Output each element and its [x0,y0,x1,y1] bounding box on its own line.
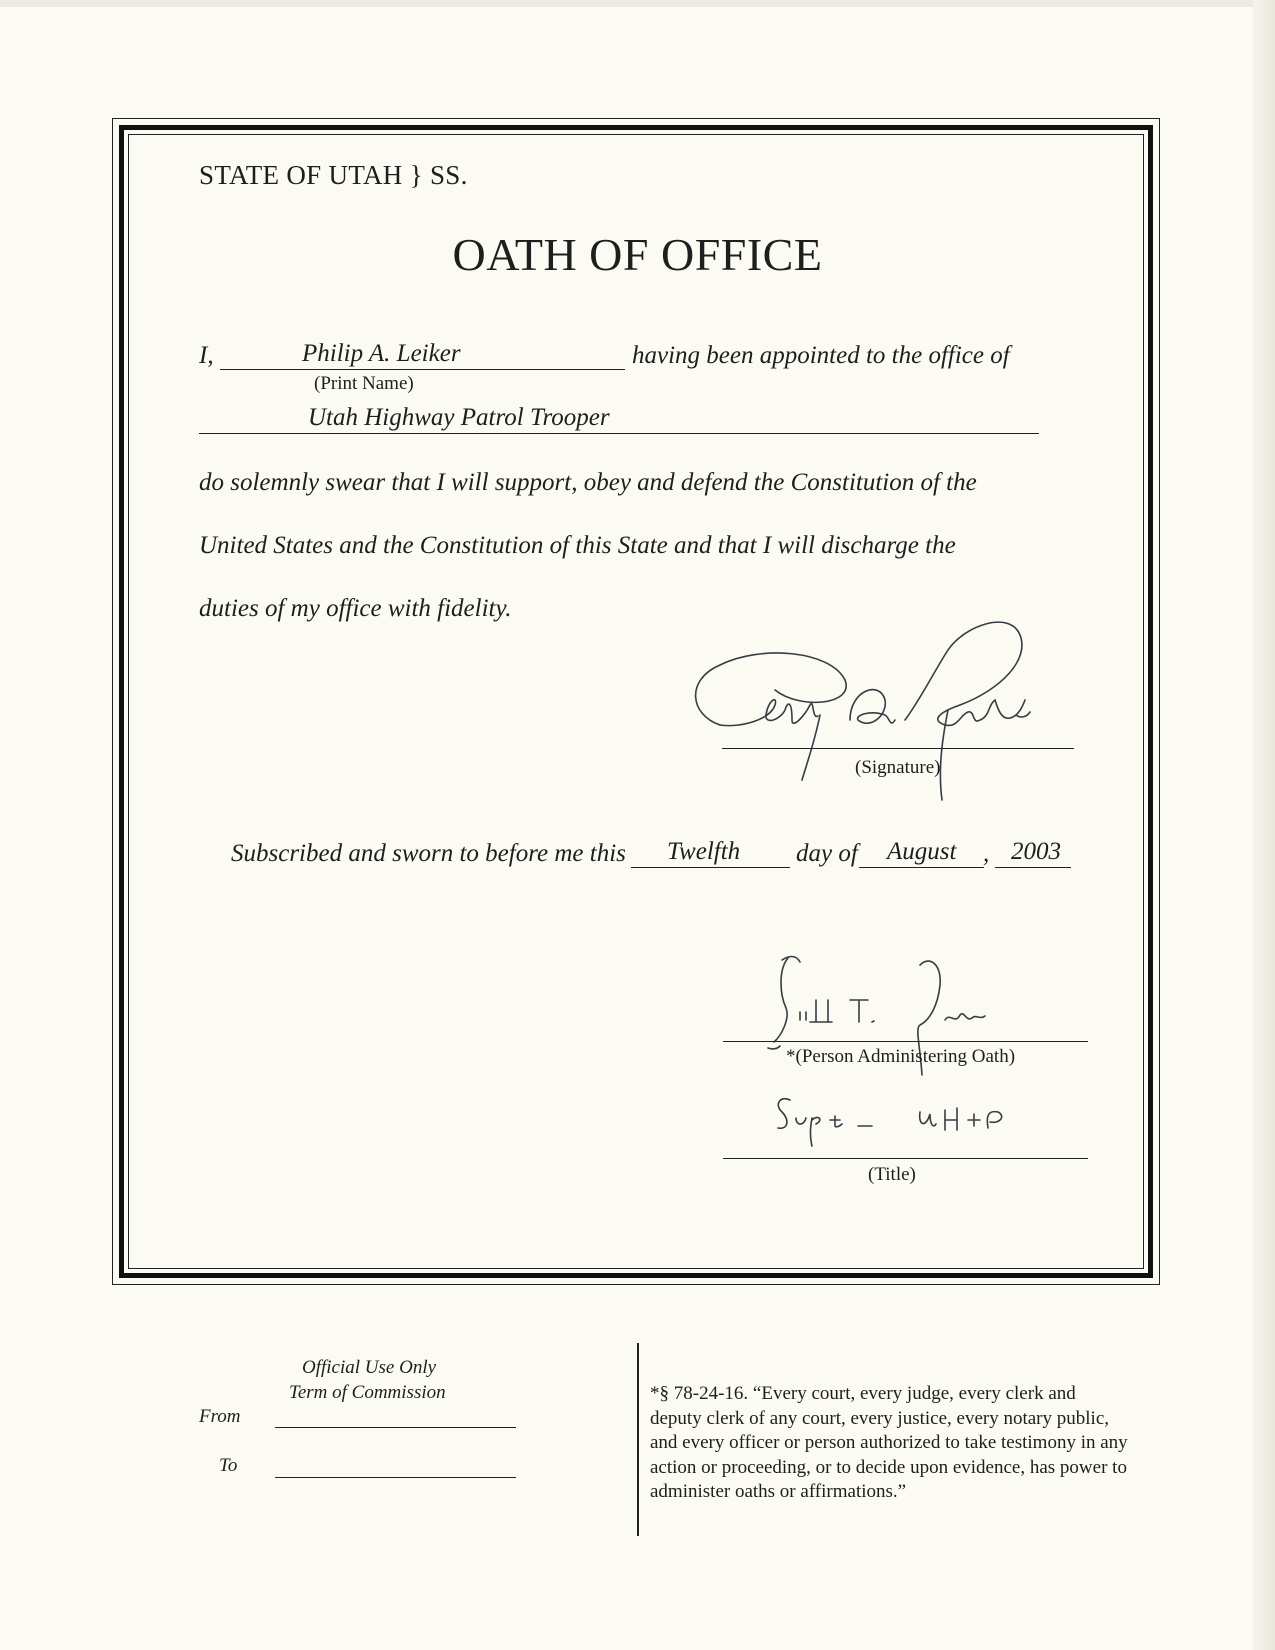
oath-line-3: duties of my office with fidelity. [199,595,512,622]
office-value: Utah Highway Patrol Trooper [308,404,610,431]
from-field [275,1427,516,1428]
sworn-month-value: August [887,838,957,865]
sworn-day-of: day of [796,840,858,867]
official-use-heading: Official Use Only [302,1357,437,1378]
appointment-prefix: I, [199,342,214,369]
sworn-day-value: Twelfth [667,838,741,865]
title-line [723,1158,1088,1159]
to-label: To [219,1455,238,1476]
oath-line-2: United States and the Constitution of this State and that I will discharge the [199,532,956,559]
oath-line-1: do solemnly swear that I will support, obey and defend the Constitution of the [199,469,977,496]
print-name-value: Philip A. Leiker [302,340,461,367]
to-field [275,1477,516,1478]
term-of-commission-heading: Term of Commission [289,1382,446,1403]
administrator-caption: *(Person Administering Oath) [786,1046,1016,1067]
state-venue-line: STATE OF UTAH } SS. [199,160,468,190]
signature-line [722,748,1074,749]
administrator-signature-line [723,1041,1088,1042]
oath-taker-handwritten-signature [680,620,1100,810]
scan-edge-top [0,0,1275,7]
document-title: OATH OF OFFICE [452,229,823,280]
sworn-day-field [631,839,790,868]
from-label: From [199,1406,241,1427]
appointment-text: having been appointed to the office of [632,342,1010,369]
signature-caption: (Signature) [855,757,941,778]
statute-footnote: *§ 78-24-16. “Every court, every judge, every clerk and deputy clerk of any court, every justice, every notary public, and every officer or person authorized to take testimony in any action or proceeding, or to decide upon evidence, has power to administer oaths or affirmations.” [650,1383,1128,1502]
print-name-field [220,341,625,370]
footer-divider [637,1343,639,1536]
sworn-year-value: 2003 [1011,838,1061,865]
sworn-year-field [995,839,1071,868]
sworn-prefix: Subscribed and sworn to before me this [231,840,626,867]
title-caption: (Title) [868,1164,916,1185]
sworn-comma: , [983,840,990,867]
print-name-caption: (Print Name) [314,373,414,394]
office-field [199,405,1039,434]
sworn-month-field [859,839,984,868]
